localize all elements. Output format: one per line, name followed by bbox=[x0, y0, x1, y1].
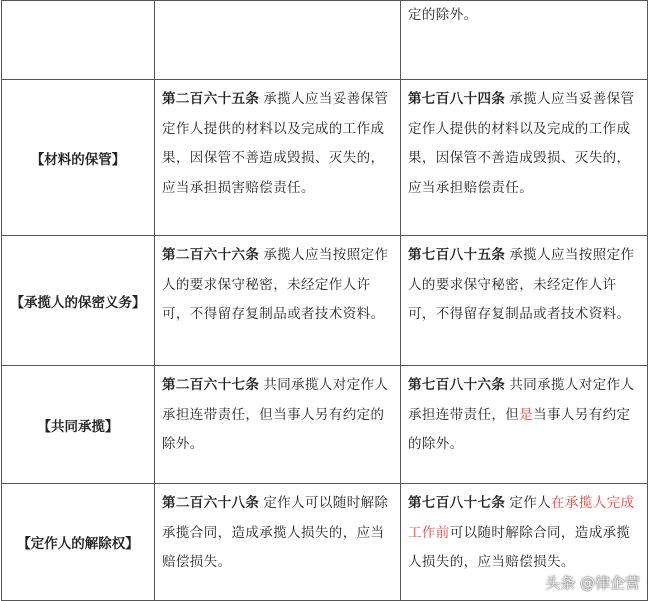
table-row bbox=[2, 1, 648, 80]
article-number: 第七百八十五条 bbox=[408, 247, 506, 263]
article-text: 定作人 bbox=[509, 495, 552, 511]
new-article-cell bbox=[401, 80, 648, 236]
old-article-cell bbox=[155, 236, 401, 366]
article-text: 承揽人应当妥善保管定作人提供的材料以及完成的工作成果，因保管不善造成毁损、灭失的，应当承担赔偿责任。 bbox=[408, 91, 635, 196]
amended-text: 是 bbox=[519, 406, 534, 423]
old-article-cell bbox=[155, 366, 401, 484]
amended-text: 在承揽人完成工作前 bbox=[408, 495, 635, 541]
article-text: 共同承揽人对定作人承担连带责任，但 bbox=[408, 377, 635, 423]
article-number: 第二百六十七条 bbox=[162, 377, 260, 393]
row-label: 【承揽人的保密义务】 bbox=[2, 236, 155, 366]
article-number: 第七百八十六条 bbox=[408, 377, 506, 393]
article-number: 第二百六十六条 bbox=[162, 247, 260, 263]
new-article-cell bbox=[401, 366, 648, 484]
old-article-cell bbox=[155, 80, 401, 236]
row-label: 【材料的保管】 bbox=[2, 80, 155, 236]
article-text: 定作人可以随时解除承揽合同，造成承揽人损失的，应当赔偿损失。 bbox=[162, 495, 389, 570]
article-text: 承揽人应当按照定作人的要求保守秘密，未经定作人许可，不得留存复制品或者技术资料。 bbox=[408, 247, 635, 322]
table-row bbox=[2, 80, 648, 236]
article-number: 第二百六十八条 bbox=[162, 495, 260, 511]
table-row bbox=[2, 236, 648, 366]
article-number: 第七百八十七条 bbox=[408, 495, 506, 511]
watermark: 头条 @律企营 bbox=[545, 574, 640, 592]
article-number: 第七百八十四条 bbox=[408, 91, 506, 107]
article-text: 当事人另有约定的除外。 bbox=[408, 406, 631, 452]
row-label bbox=[2, 1, 155, 80]
article-text: 定的除外。 bbox=[408, 7, 478, 23]
article-text: 承揽人应当按照定作人的要求保守秘密，未经定作人许可，不得留存复制品或者技术资料。 bbox=[162, 247, 389, 322]
row-label: 【定作人的解除权】 bbox=[2, 484, 155, 601]
article-text: 可以随时解除合同，造成承揽人损失的，应当赔偿损失。 bbox=[408, 524, 631, 570]
article-number: 第二百六十五条 bbox=[162, 91, 260, 107]
article-text: 承揽人应当妥善保管定作人提供的材料以及完成的工作成果，因保管不善造成毁损、灭失的，应当承担损害赔偿责任。 bbox=[162, 91, 389, 196]
row-label: 【共同承揽】 bbox=[2, 366, 155, 484]
new-article-cell bbox=[401, 236, 648, 366]
new-article-cell bbox=[401, 1, 648, 80]
article-text: 共同承揽人对定作人承担连带责任，但当事人另有约定的除外。 bbox=[162, 377, 389, 452]
comparison-table bbox=[1, 0, 648, 601]
old-article-cell bbox=[155, 484, 401, 601]
old-article-cell bbox=[155, 1, 401, 80]
table-row bbox=[2, 366, 648, 484]
